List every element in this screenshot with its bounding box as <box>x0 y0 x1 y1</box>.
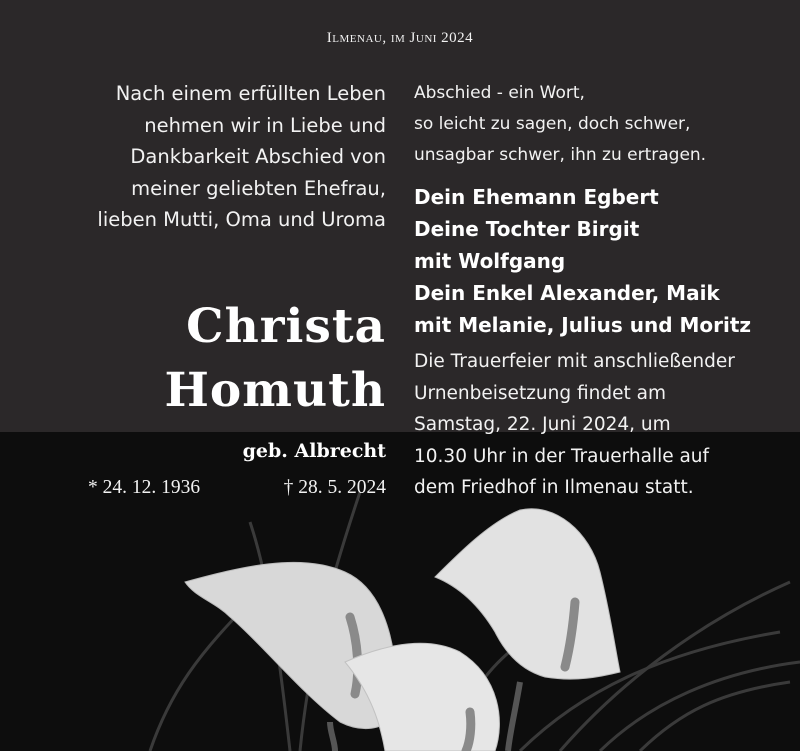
poem-line: Abschied - ein Wort, <box>414 83 585 103</box>
family-line: Dein Enkel Alexander, Maik <box>414 281 720 305</box>
last-name: Homuth <box>164 363 386 418</box>
first-name: Christa <box>186 299 386 354</box>
service-line: Urnenbeisetzung findet am <box>414 382 666 404</box>
funeral-service-info <box>414 346 800 504</box>
death-date: † 28. 5. 2024 <box>283 477 386 498</box>
poem-line: so leicht zu sagen, doch schwer, <box>414 114 691 134</box>
right-column <box>414 78 800 504</box>
intro-line: lieben Mutti, Oma und Uroma <box>97 208 386 231</box>
service-line: dem Friedhof in Ilmenau statt. <box>414 477 694 498</box>
intro-line: meiner geliebten Ehefrau, <box>131 176 386 200</box>
intro-line: Nach einem erfüllten Leben <box>115 82 386 105</box>
intro-text <box>46 78 386 236</box>
place-and-date: Ilmenau, im Juni 2024 <box>326 30 474 46</box>
birth-date: * 24. 12. 1936 <box>88 477 201 498</box>
family-line: Dein Ehemann Egbert <box>414 185 659 209</box>
family-line: mit Wolfgang <box>414 249 566 273</box>
service-line: Die Trauerfeier mit anschließender <box>414 351 735 372</box>
service-line: 10.30 Uhr in der Trauerhalle auf <box>414 445 710 467</box>
family-line: mit Melanie, Julius und Moritz <box>414 313 752 337</box>
service-line: Samstag, 22. Juni 2024, um <box>414 414 671 435</box>
maiden-name: geb. Albrecht <box>242 440 386 462</box>
intro-line: nehmen wir in Liebe und <box>144 113 386 137</box>
poem-line: unsagbar schwer, ihn zu ertragen. <box>414 145 707 165</box>
deceased-name <box>164 295 386 423</box>
intro-line: Dankbarkeit Abschied von <box>130 145 386 168</box>
farewell-poem <box>414 78 800 171</box>
family-mourners <box>414 181 800 341</box>
family-line: Deine Tochter Birgit <box>414 217 640 241</box>
